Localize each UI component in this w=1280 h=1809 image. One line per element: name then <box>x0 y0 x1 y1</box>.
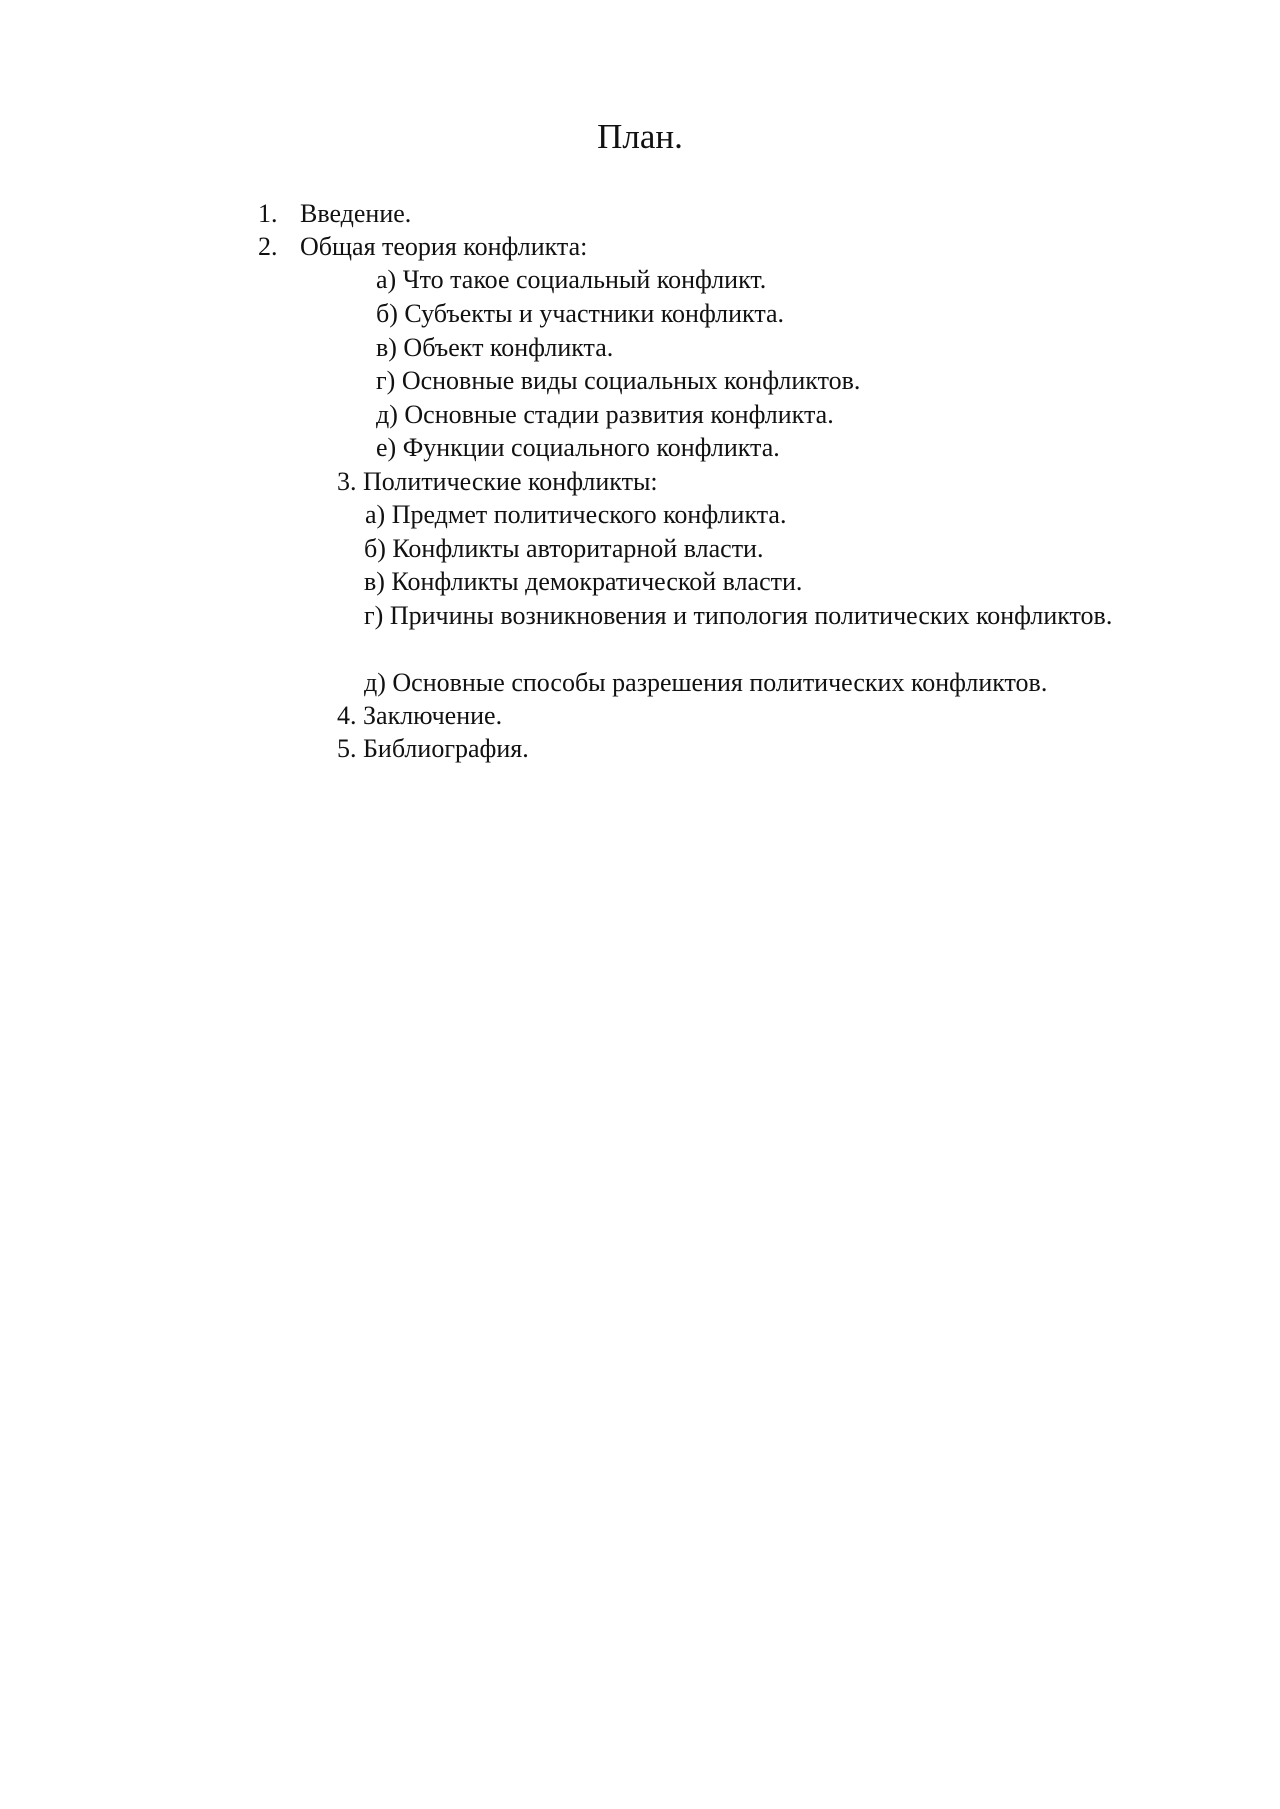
subitem-2d: г) Основные виды социальных конфликтов. <box>376 366 861 395</box>
list-item-introduction <box>258 199 411 229</box>
subitem-2e: д) Основные стадии развития конфликта. <box>376 400 834 429</box>
list-item-number: 1. <box>258 199 278 228</box>
list-item-text: Общая теория конфликта: <box>300 232 588 261</box>
list-item-political-conflicts: 3. Политические конфликты: <box>337 467 658 496</box>
subitem-3b: б) Конфликты авторитарной власти. <box>364 534 764 563</box>
page-title: План. <box>597 117 683 156</box>
list-item-number: 2. <box>258 232 278 261</box>
subitem-3e: д) Основные способы разрешения политических конфликтов. <box>364 668 1048 697</box>
subitem-3d: г) Причины возникновения и типология политических конфликтов. <box>364 601 1113 630</box>
list-item-conclusion: 4. Заключение. <box>337 701 503 730</box>
subitem-2f: е) Функции социального конфликта. <box>376 433 780 462</box>
subitem-2c: в) Объект конфликта. <box>376 333 614 362</box>
subitem-2a: а) Что такое социальный конфликт. <box>376 265 767 294</box>
list-item-text: Введение. <box>300 199 412 228</box>
subitem-3c: в) Конфликты демократической власти. <box>364 567 803 596</box>
subitem-2b: б) Субъекты и участники конфликта. <box>376 299 785 328</box>
subitem-3a: а) Предмет политического конфликта. <box>365 500 787 529</box>
list-item-general-theory <box>258 232 587 262</box>
list-item-bibliography: 5. Библиография. <box>337 734 529 763</box>
